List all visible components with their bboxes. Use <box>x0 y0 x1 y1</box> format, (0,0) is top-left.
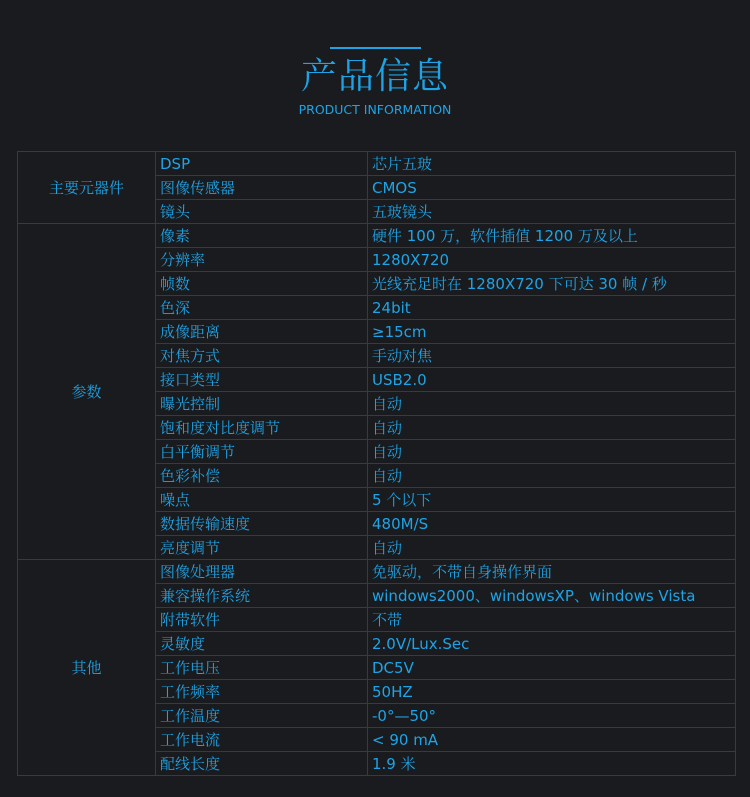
spec-name: 色彩补偿 <box>156 464 368 488</box>
spec-name: 白平衡调节 <box>156 440 368 464</box>
spec-name: 饱和度对比度调节 <box>156 416 368 440</box>
spec-name: 像素 <box>156 224 368 248</box>
spec-value: 自动 <box>368 536 736 560</box>
spec-value: DC5V <box>368 656 736 680</box>
spec-value: 手动对焦 <box>368 344 736 368</box>
spec-name: 配线长度 <box>156 752 368 776</box>
group-label: 参数 <box>18 224 156 560</box>
spec-name: 分辨率 <box>156 248 368 272</box>
spec-value: 1.9 米 <box>368 752 736 776</box>
spec-name: 亮度调节 <box>156 536 368 560</box>
spec-name: DSP <box>156 152 368 176</box>
page-title: 产品信息 <box>300 56 449 97</box>
spec-value: CMOS <box>368 176 736 200</box>
spec-name: 灵敏度 <box>156 632 368 656</box>
spec-value: 五玻镜头 <box>368 200 736 224</box>
title-rule <box>330 47 421 49</box>
spec-value: 免驱动，不带自身操作界面 <box>368 560 736 584</box>
spec-name: 噪点 <box>156 488 368 512</box>
spec-value: 芯片五玻 <box>368 152 736 176</box>
spec-value: 不带 <box>368 608 736 632</box>
spec-value: 5 个以下 <box>368 488 736 512</box>
spec-name: 工作频率 <box>156 680 368 704</box>
spec-value: 自动 <box>368 464 736 488</box>
group-label: 主要元器件 <box>18 152 156 224</box>
spec-value: USB2.0 <box>368 368 736 392</box>
spec-value: 自动 <box>368 392 736 416</box>
spec-value: 光线充足时在 1280X720 下可达 30 帧 / 秒 <box>368 272 736 296</box>
spec-value: 自动 <box>368 416 736 440</box>
spec-name: 附带软件 <box>156 608 368 632</box>
spec-value: 硬件 100 万，软件插值 1200 万及以上 <box>368 224 736 248</box>
spec-name: 接口类型 <box>156 368 368 392</box>
spec-name: 对焦方式 <box>156 344 368 368</box>
spec-value: 480M/S <box>368 512 736 536</box>
spec-name: 曝光控制 <box>156 392 368 416</box>
spec-value: windows2000、windowsXP、windows Vista <box>368 584 736 608</box>
spec-value: 50HZ <box>368 680 736 704</box>
page-subtitle: PRODUCT INFORMATION <box>298 102 452 117</box>
spec-table <box>17 151 736 776</box>
spec-value: ≥15cm <box>368 320 736 344</box>
spec-value: 24bit <box>368 296 736 320</box>
spec-name: 图像传感器 <box>156 176 368 200</box>
spec-name: 兼容操作系统 <box>156 584 368 608</box>
table-row <box>18 560 736 584</box>
table-row <box>18 152 736 176</box>
table-row <box>18 224 736 248</box>
spec-name: 工作电压 <box>156 656 368 680</box>
spec-name: 色深 <box>156 296 368 320</box>
spec-value: 自动 <box>368 440 736 464</box>
spec-name: 工作电流 <box>156 728 368 752</box>
spec-value: 2.0V/Lux.Sec <box>368 632 736 656</box>
spec-value: -0°—50° <box>368 704 736 728</box>
spec-name: 图像处理器 <box>156 560 368 584</box>
group-label: 其他 <box>18 560 156 776</box>
spec-name: 帧数 <box>156 272 368 296</box>
spec-name: 成像距离 <box>156 320 368 344</box>
page-header <box>0 0 750 140</box>
spec-name: 镜头 <box>156 200 368 224</box>
spec-value: < 90 mA <box>368 728 736 752</box>
spec-table-body <box>18 152 736 776</box>
spec-name: 工作温度 <box>156 704 368 728</box>
spec-value: 1280X720 <box>368 248 736 272</box>
spec-name: 数据传输速度 <box>156 512 368 536</box>
